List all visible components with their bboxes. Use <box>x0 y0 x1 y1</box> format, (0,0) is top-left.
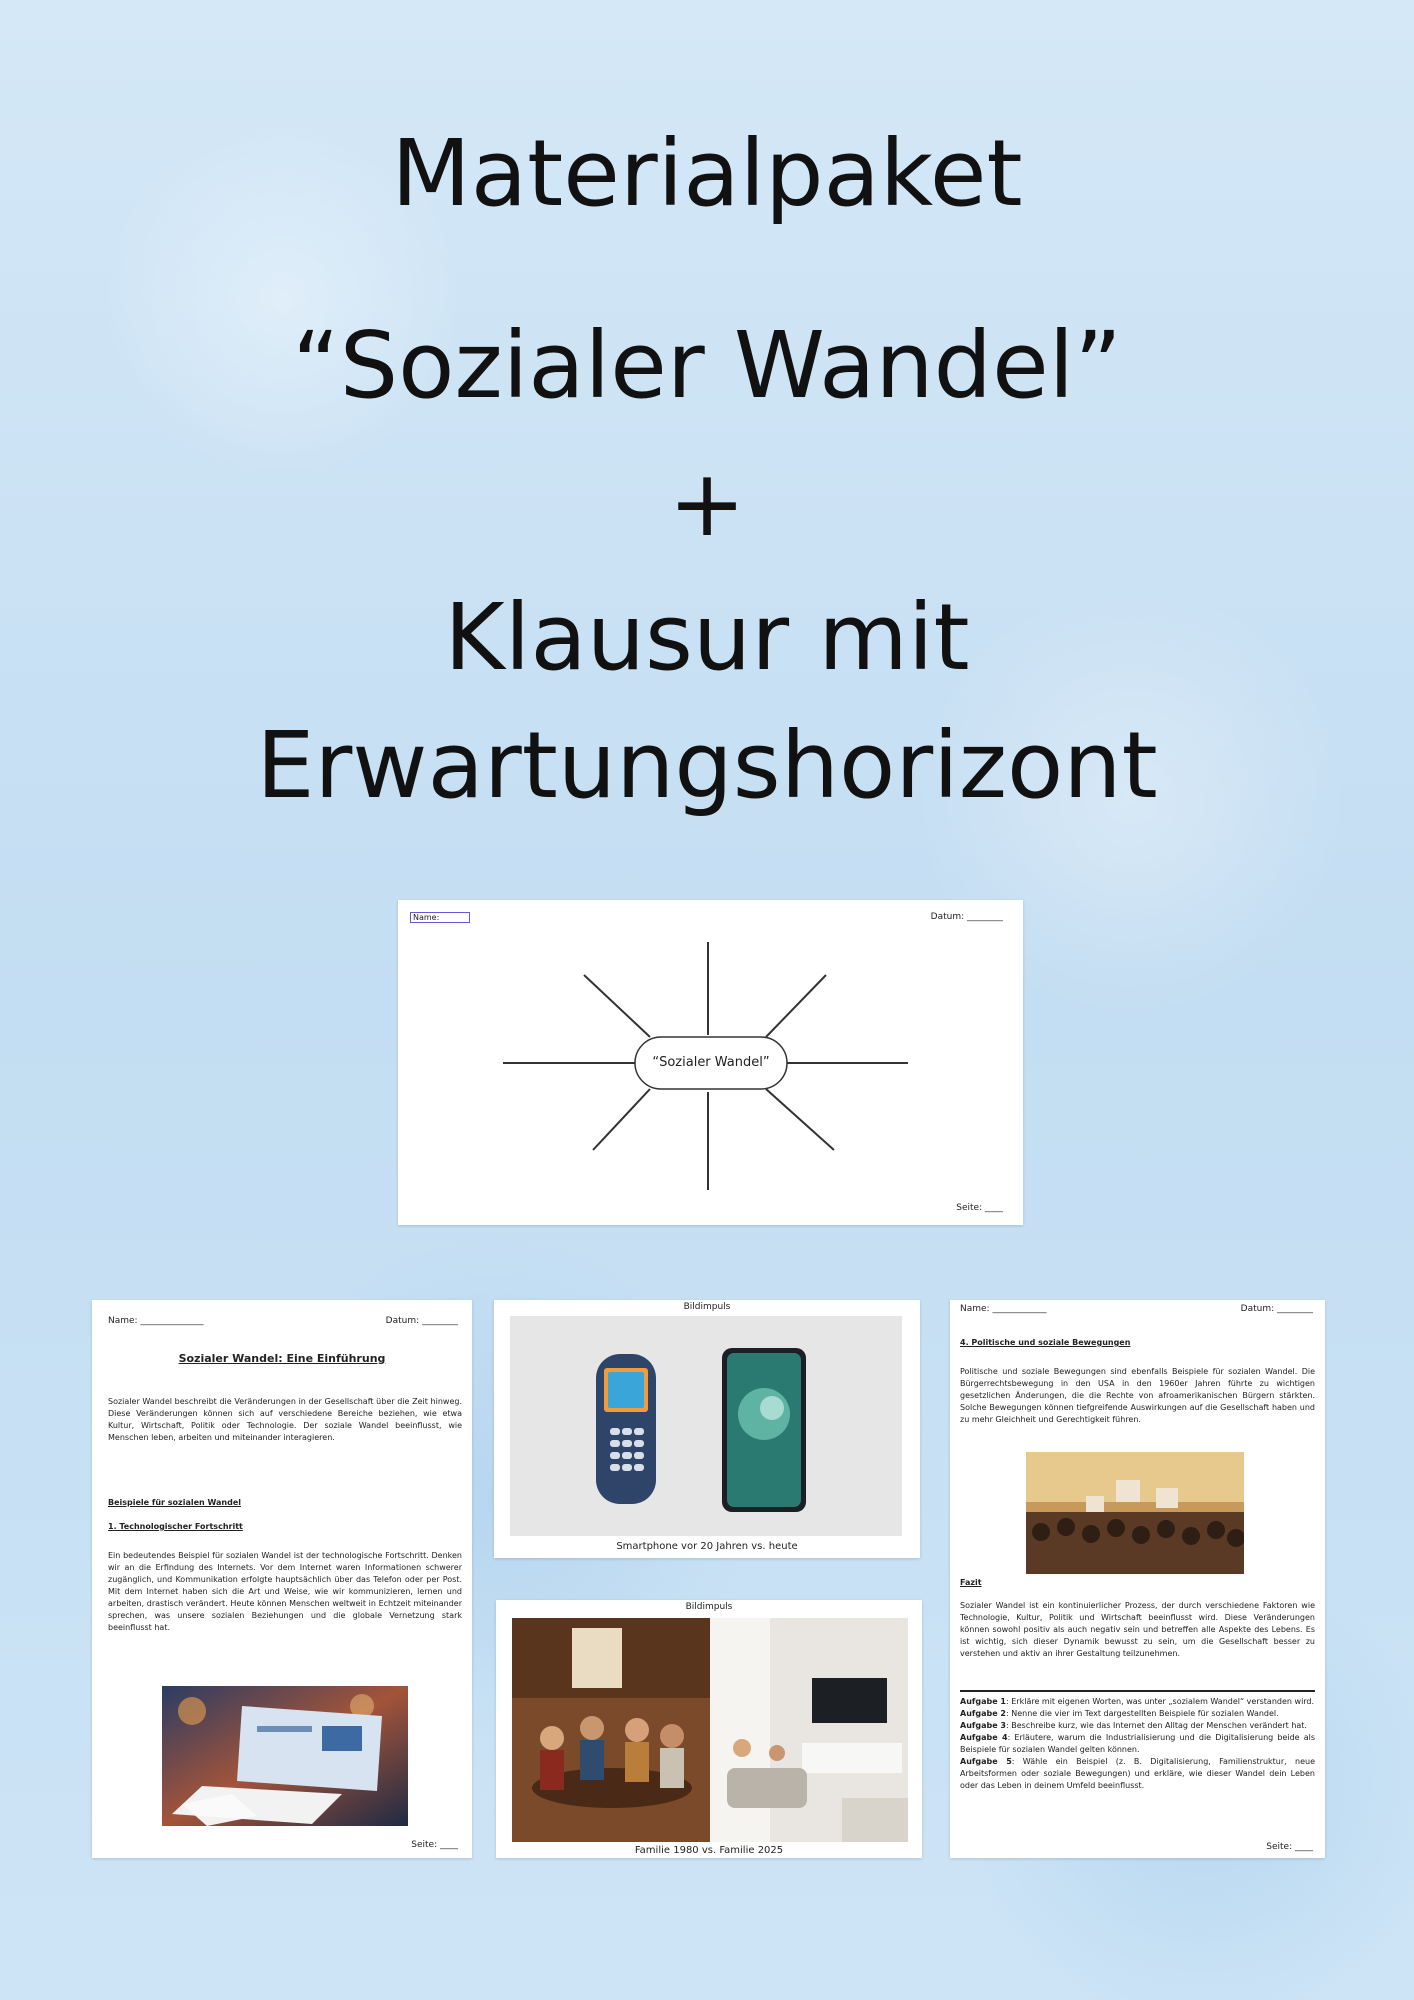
protest-photo <box>1026 1452 1244 1574</box>
intro-worksheet-preview <box>92 1300 472 1858</box>
phones-photo <box>510 1316 902 1536</box>
doc2-section4-text: Politische und soziale Bewegungen sind ebenfalls Beispiele für sozialen Wandel. Die Bürgerrechtsbewegung in den USA in den 1960er Jahren führte zu wichtigen gesetzlichen Änderungen, die die Rechte von afroamerikanischen Bürgern stärkten. Solche Bewegungen können tiefgreifende Auswirkungen auf die Gesellschaft haben und zu mehr Gleichheit und Gerechtigkeit führen. <box>960 1367 1315 1424</box>
doc2-fazit-heading: Fazit <box>960 1578 982 1587</box>
doc2-divider <box>960 1690 1315 1692</box>
impulse1-caption: Smartphone vor 20 Jahren vs. heute <box>616 1541 798 1552</box>
doc1-examples-heading: Beispiele für sozialen Wandel <box>108 1498 242 1507</box>
movements-worksheet-preview <box>950 1300 1325 1858</box>
laptop-photo <box>162 1686 408 1826</box>
mindmap-worksheet-preview <box>398 900 1023 1225</box>
image-impulse-family <box>496 1600 922 1858</box>
mindmap-name-label: Name: <box>410 912 470 923</box>
doc2-fazit-text: Sozialer Wandel ist ein kontinuierlicher Prozess, der durch verschiedene Faktoren wie Technologie, Kultur, Politik und Wirtschaft beeinflusst wird. Diese Veränderungen können sowohl positiv als auch negativ sein und betreffen alle Aspekte des Lebens. Es ist wichtig, sich dieser Dynamik bewusst zu sein, um die Gesellschaft besser zu verstehen und aktiv an ihrer Gestaltung teilzunehmen. <box>960 1601 1315 1658</box>
mindmap-page-label: Seite: ____ <box>956 1203 1003 1213</box>
doc2-name-label: Name: ____________ <box>960 1304 1047 1314</box>
impulse2-header: Bildimpuls <box>685 1602 733 1612</box>
impulse2-caption: Familie 1980 vs. Familie 2025 <box>634 1845 784 1856</box>
doc2-page-label: Seite: ____ <box>1266 1842 1313 1852</box>
cover-title-line2: “Sozialer Wandel” <box>292 312 1122 419</box>
doc1-section1-heading: 1. Technologischer Fortschritt <box>108 1522 243 1531</box>
doc1-date-label: Datum: ________ <box>385 1316 458 1326</box>
impulse1-header: Bildimpuls <box>683 1302 731 1312</box>
mindmap-date-label: Datum: ________ <box>930 912 1003 922</box>
doc1-intro-text: Sozialer Wandel beschreibt die Veränderungen in der Gesellschaft über die Zeit hinweg. Diese Veränderungen können sich auf verschiedene Bereiche beziehen, wie etwa Kultur, Wirtschaft, Politik oder Technologie. Der soziale Wandel beeinflusst, wie Menschen leben, arbeiten und miteinander interagieren. <box>108 1397 462 1442</box>
task-item: Aufgabe 1: Erkläre mit eigenen Worten, was unter „sozialem Wandel“ verstanden wird. <box>960 1697 1315 1706</box>
doc2-section4-heading: 4. Politische und soziale Bewegungen <box>960 1338 1131 1347</box>
cover-title-line4: Klausur mit <box>444 584 970 691</box>
image-impulse-phones <box>494 1300 920 1558</box>
family-photo <box>512 1618 908 1842</box>
doc2-task-list <box>960 1696 1315 1792</box>
cover-title-line1: Materialpaket <box>391 120 1023 227</box>
doc1-section1-text: Ein bedeutendes Beispiel für sozialen Wandel ist der technologische Fortschritt. Denken wir an die Erfindung des Internets. Vor dem Internet waren Informationen schwerer zugänglich, und Kommunikation erfolgte hauptsächlich über das Telefon oder per Post. Mit dem Internet haben sich die Art und Weise, wie wir kommunizieren, lernen und arbeiten, drastisch verändert. Heute können Menschen weltweit in Echtzeit miteinander sprechen, was unsere sozialen Beziehungen und die globale Vernetzung stark beeinflusst hat. <box>108 1551 462 1632</box>
cover-title-plus: + <box>668 450 746 557</box>
doc1-title: Sozialer Wandel: Eine Einführung <box>178 1352 386 1365</box>
doc2-date-label: Datum: ________ <box>1240 1304 1313 1314</box>
mindmap-center-label: “Sozialer Wandel” <box>652 1055 770 1070</box>
doc1-page-label: Seite: ____ <box>411 1840 458 1850</box>
doc1-name-label: Name: ______________ <box>108 1316 204 1326</box>
task-item: Aufgabe 5: Wähle ein Beispiel (z. B. Digitalisierung, Familienstruktur, neue Arbeitsformen oder soziale Bewegungen) und erkläre, wie dieser Wandel dein Leben oder das Leben in deinem Umfeld beeinflusst. <box>960 1757 1316 1790</box>
task-item: Aufgabe 2: Nenne die vier im Text dargestellten Beispiele für sozialen Wandel. <box>960 1709 1279 1718</box>
task-item: Aufgabe 4: Erläutere, warum die Industrialisierung und die Digitalisierung beide als Beispiele für sozialen Wandel gelten können. <box>960 1733 1315 1754</box>
task-item: Aufgabe 3: Beschreibe kurz, wie das Internet den Alltag der Menschen verändert hat. <box>960 1721 1307 1730</box>
cover-title-line5: Erwartungshorizont <box>256 712 1158 819</box>
